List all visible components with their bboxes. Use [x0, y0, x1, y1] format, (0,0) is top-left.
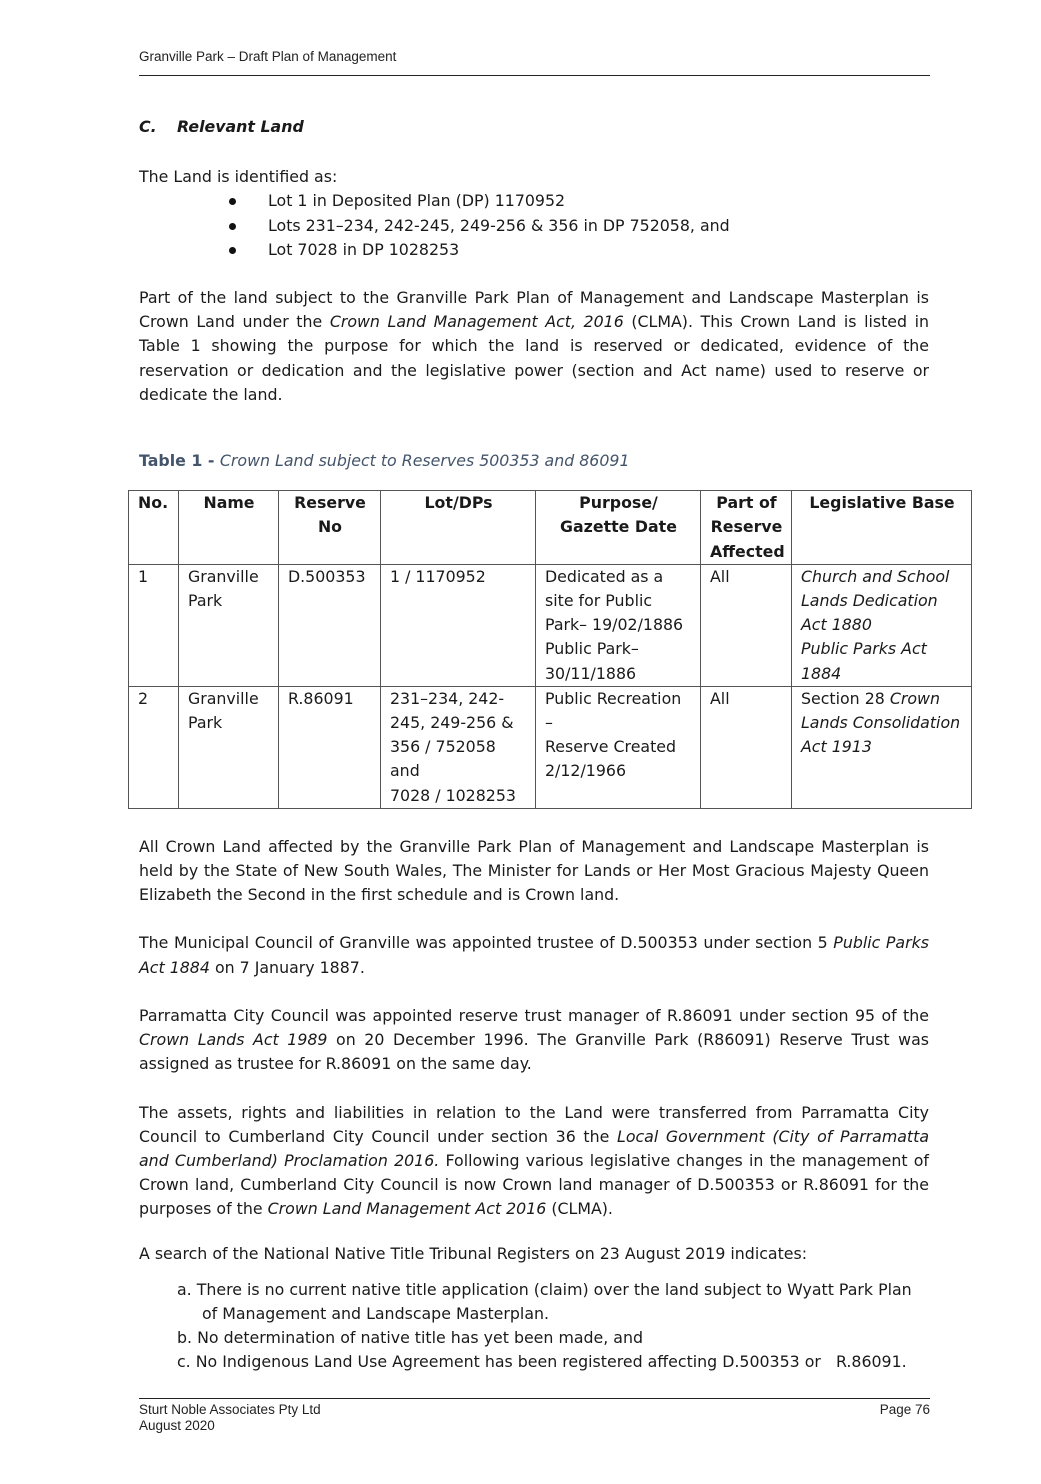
lot-text: 7028 / 1028253	[390, 785, 516, 805]
column-header: Name	[179, 491, 279, 565]
paragraph-crown-land	[139, 286, 929, 407]
paragraph-granville-trustee	[139, 931, 929, 979]
paragraph-crown-held: All Crown Land affected by the Granville Park Plan of Management and Landscape Masterplan is held by the State of New South Wales, The Minister for Lands or Her Most Gracious Majesty Queen Elizabeth the Second in the first schedule and is Crown land.	[139, 836, 929, 905]
header-rule	[139, 75, 930, 76]
column-header: Part of Reserve Affected	[701, 491, 792, 565]
cell-lots: 1 / 1170952	[381, 564, 536, 686]
legislative-prefix: Section 28	[801, 688, 890, 708]
crown-land-table	[128, 490, 972, 809]
purpose-text: Reserve Created 2/12/1966	[545, 737, 677, 781]
paragraph-parramatta-trustee	[139, 1004, 929, 1077]
cell-affected: All	[701, 686, 792, 808]
act-name: Local Government (City of Parramatta and Cumberland) Proclamation 2016.	[139, 1126, 929, 1170]
cell-name: Granville Park	[179, 564, 279, 686]
text-span: The assets, rights and liabilities in relation to the Land were transferred from Parramatta City Council to Cumberland City Council under section 36 the	[139, 1102, 929, 1146]
cell-name: Granville Park	[179, 686, 279, 808]
column-header: Purpose/ Gazette Date	[536, 491, 701, 565]
caption-label: Table 1 -	[139, 451, 220, 471]
caption-text: Crown Land subject to Reserves 500353 and 86091	[219, 451, 630, 471]
column-header: Reserve No	[279, 491, 381, 565]
column-header: Lot/DPs	[381, 491, 536, 565]
section-heading	[139, 115, 929, 139]
act-name: Crown Lands Act 1989	[139, 1030, 328, 1050]
paragraph-assets-transfer	[139, 1101, 929, 1222]
land-item: Lot 7028 in DP 1028253	[227, 238, 929, 262]
purpose-text: Public Recreation –	[545, 688, 682, 733]
page-footer	[139, 1402, 930, 1434]
table-row	[129, 686, 972, 808]
land-item: Lot 1 in Deposited Plan (DP) 1170952	[227, 189, 929, 213]
lot-text: 231–234, 242-245, 249-256 & 356 / 752058 and	[390, 688, 514, 781]
text-span: Part of the land subject to the Granville Park Plan of Management and Landscape Masterplan is Crown Land under the	[139, 288, 929, 332]
cell-purpose	[536, 686, 701, 808]
intro-text: The Land is identified as:	[139, 167, 338, 187]
legislative-act: Church and School Lands Dedication Act 1880	[801, 566, 950, 635]
table-header-row	[129, 491, 972, 565]
cell-legislative	[792, 564, 972, 686]
cell-lots	[381, 686, 536, 808]
text-span: Following various legislative changes in the management of Crown land, Cumberland City Council is now Crown land manager of D.500353 or R.86091 for the purposes of the	[139, 1150, 929, 1219]
table-caption	[139, 449, 929, 473]
cell-no: 2	[129, 686, 179, 808]
land-item: Lots 231–234, 242-245, 249-256 & 356 in DP 752058, and	[227, 214, 929, 238]
act-name: Public Parks Act 1884	[139, 933, 929, 977]
text-span: (CLMA). This Crown Land is listed in Table 1 showing the purpose for which the land is reserved or dedicated, evidence of the reservation or dedication and the legislative power (section and Act name) used to reserve or dedicate the land.	[139, 312, 929, 404]
section-number: C.	[139, 117, 157, 136]
land-list	[139, 189, 929, 262]
footer-rule	[139, 1398, 930, 1399]
footer-company: Sturt Noble Associates Pty Ltd	[139, 1402, 321, 1417]
cell-no: 1	[129, 564, 179, 686]
cell-reserve: D.500353	[279, 564, 381, 686]
section-title: Relevant Land	[177, 117, 304, 136]
legislative-act: Crown Lands Consolidation Act 1913	[801, 688, 961, 757]
table-row	[129, 564, 972, 686]
text-span: on 20 December 1996. The Granville Park (R86091) Reserve Trust was assigned as trustee for R.86091 on the same day.	[139, 1030, 929, 1074]
legislative-act: Public Parks Act 1884	[801, 639, 927, 683]
list-item: b. No determination of native title has yet been made, and	[177, 1328, 644, 1348]
column-header: Legislative Base	[792, 491, 972, 565]
act-name: Crown Land Management Act, 2016	[329, 312, 624, 332]
page-content	[138, 115, 961, 1375]
column-header: No.	[129, 491, 179, 565]
cell-legislative	[792, 686, 972, 808]
footer-date: August 2020	[139, 1418, 215, 1433]
native-title-list	[139, 1278, 929, 1375]
cell-purpose: Dedicated as a site for Public Park– 19/02/1886 Public Park– 30/11/1886	[536, 564, 701, 686]
paragraph-native-title: A search of the National Native Title Tribunal Registers on 23 August 2019 indicates:	[139, 1243, 808, 1263]
act-name: Crown Land Management Act 2016	[267, 1199, 547, 1219]
cell-affected: All	[701, 564, 792, 686]
text-span: on 7 January 1887.	[209, 957, 365, 977]
list-item: a. There is no current native title application (claim) over the land subject to Wyatt Park Plan of Management and Landscape Masterplan.	[177, 1279, 912, 1323]
text-span: The Municipal Council of Granville was appointed trustee of D.500353 under section 5	[139, 933, 834, 953]
page-number: Page 76	[879, 1402, 930, 1417]
list-item: c. No Indigenous Land Use Agreement has been registered affecting D.500353 or R.86091.	[177, 1352, 907, 1372]
page-header: Granville Park – Draft Plan of Management	[139, 49, 397, 64]
text-span: Parramatta City Council was appointed reserve trust manager of R.86091 under section 95 of the	[139, 1005, 929, 1025]
cell-reserve: R.86091	[279, 686, 381, 808]
text-span: (CLMA).	[546, 1199, 613, 1219]
